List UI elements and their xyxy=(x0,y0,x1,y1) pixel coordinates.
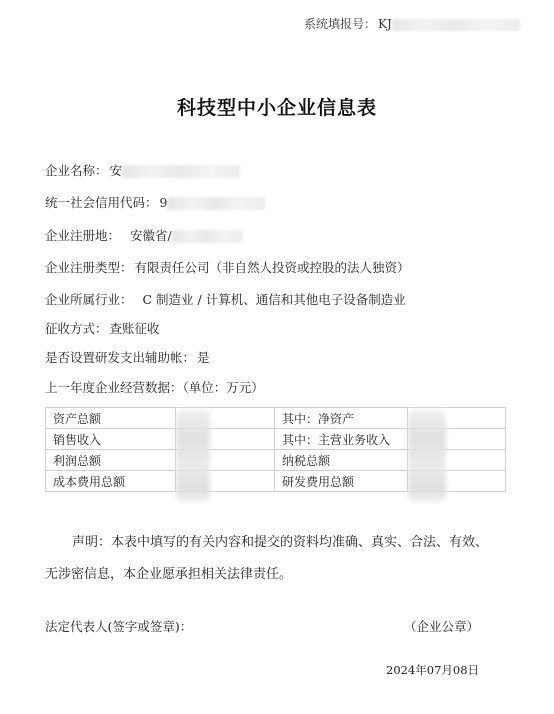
system-number-label: 系统填报号： xyxy=(304,17,377,31)
seal-label: （企业公章） xyxy=(404,619,480,634)
industry-value: C 制造业 / 计算机、通信和其他电子设备制造业 xyxy=(142,292,406,307)
industry-label: 企业所属行业： xyxy=(45,292,133,307)
reg-place-value: 安徽省/ xyxy=(130,228,172,243)
declaration-line-1 xyxy=(45,527,507,559)
redacted-company-name xyxy=(122,165,240,178)
table-cell-label: 资产总额 xyxy=(46,408,176,429)
credit-code-row xyxy=(45,193,265,211)
company-name-value: 安 xyxy=(109,163,123,178)
reg-place-row xyxy=(45,226,242,244)
redacted-reg-place xyxy=(172,230,242,243)
redacted-credit-code xyxy=(167,197,265,210)
table-cell-label: 成本费用总额 xyxy=(46,471,176,492)
table-cell-label: 其中：净资产 xyxy=(275,408,408,429)
declaration-line-2: 无涉密信息，本企业愿承担相关法律责任。 xyxy=(45,567,293,582)
credit-code-value: 9 xyxy=(159,195,168,210)
reg-type-row xyxy=(45,258,410,276)
system-number xyxy=(304,15,520,32)
redacted-value-column-right xyxy=(408,410,446,502)
table-cell-label: 销售收入 xyxy=(46,429,176,450)
tax-method-row xyxy=(45,319,160,337)
redacted-system-number xyxy=(392,19,520,31)
company-name-row xyxy=(45,161,240,179)
tax-method-label: 征收方式： xyxy=(45,321,108,336)
signature-label: 法定代表人(签字或签章)： xyxy=(45,619,193,634)
table-cell-label: 其中：主营业务收入 xyxy=(275,429,408,450)
reg-type-value: 有限责任公司（非自然人投资或控股的法人独资） xyxy=(134,260,410,275)
table-cell-label: 利润总额 xyxy=(46,450,176,471)
company-name-label: 企业名称： xyxy=(45,163,108,178)
rd-account-value: 是 xyxy=(197,350,210,365)
date-text: 2024年07月08日 xyxy=(386,663,480,677)
system-number-value: KJ xyxy=(378,17,392,31)
rd-account-label: 是否设置研发支出辅助帐： xyxy=(45,350,196,365)
page-title: 科技型中小企业信息表 xyxy=(176,97,377,119)
industry-row xyxy=(45,290,406,308)
declaration-text-1: 声明：本表中填写的有关内容和提交的资料均准确、真实、合法、有效、 xyxy=(72,535,489,550)
credit-code-label: 统一社会信用代码： xyxy=(45,195,158,210)
rd-account-row xyxy=(45,348,210,366)
table-cell-label: 研发费用总额 xyxy=(275,471,408,492)
redacted-value-column-left xyxy=(176,410,210,502)
finance-title: 上一年度企业经营数据：（单位：万元） xyxy=(45,380,264,395)
table-cell-label: 纳税总额 xyxy=(275,450,408,471)
reg-type-label: 企业注册类型： xyxy=(45,260,133,275)
tax-method-value: 查账征收 xyxy=(109,321,160,336)
reg-place-label: 企业注册地： xyxy=(45,228,121,243)
